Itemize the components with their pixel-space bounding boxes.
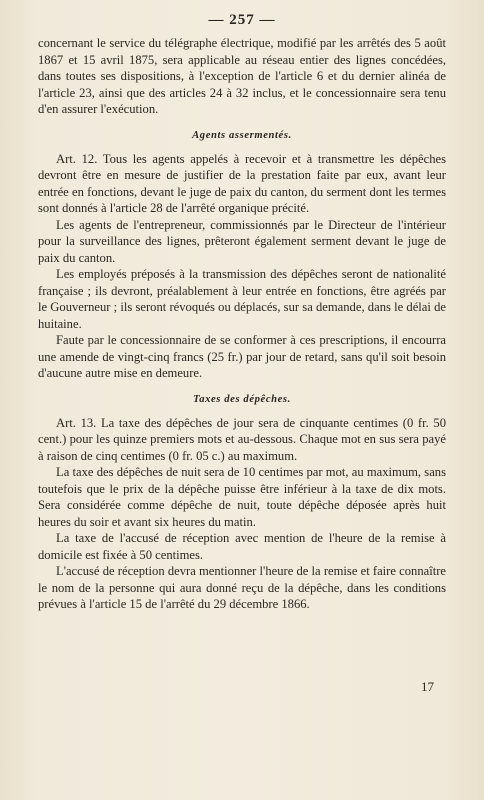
page-number-header: — 257 — xyxy=(208,12,276,28)
paragraph: Art. 13. La taxe des dépêches de jour sera de cinquante centimes (0 fr. 50 cent.) pour les quinze premiers mots et au-dessous. Chaque mot en sus sera payé à raison de cinq centimes (0 fr. 05 c.) au maximum. xyxy=(38,415,446,463)
paragraph: Faute par le concessionnaire de se conformer à ces prescriptions, il encourra une amende de vingt-cinq francs (25 fr.) par jour de retard, sans qu'il soit besoin d'aucune autre mise en demeure. xyxy=(38,333,446,380)
signature-mark: 17 xyxy=(421,679,434,694)
paragraph: L'accusé de réception devra mentionner l'heure de la remise et faire connaître le nom de la personne qui aura donné reçu de la dépêche, dans les conditions prévues à l'article 15 de l'arrêté du 29 décembre 1866. xyxy=(38,564,446,611)
section-title-taxes: Taxes des dépêches. xyxy=(193,393,291,405)
section-title-agents: Agents assermentés. xyxy=(192,129,292,141)
paragraph: Art. 12. Tous les agents appelés à recevoir et à transmettre les dépêches devront être en mesure de justifier de la prestation faite par eux, avant leur entrée en fonctions, devant le juge de paix du canton, du serment dont les termes sont donnés à l'article 28 de l'arrêté organique précité. xyxy=(38,151,446,215)
paragraph: Les agents de l'entrepreneur, commissionnés par le Directeur de l'intérieur pour la surveillance des lignes, prêteront également serment devant le juge de paix du canton. xyxy=(38,217,446,265)
paragraph: Les employés préposés à la transmission des dépêches seront de nationalité française ; ils devront, préalablement à leur entrée en fonctions, être agréés par le Gouverneur ; ils seront révoqués ou déplacés, sur sa demande, dans le délai de huitaine. xyxy=(38,267,446,331)
paragraph: La taxe de l'accusé de réception avec mention de l'heure de la remise à domicile est fixée à 50 centimes. xyxy=(38,531,446,562)
paragraph: La taxe des dépêches de nuit sera de 10 centimes par mot, au maximum, sans toutefois que le prix de la dépêche puisse être inférieur à la taxe de dix mots. Sera considérée comme dépêche de nuit, toute dépêche déposée après huit heures du soir et avant six heures du matin. xyxy=(38,465,446,529)
intro-paragraph: concernant le service du télégraphe électrique, modifié par les arrêtés des 5 août 1867 et 15 avril 1875, sera applicable au réseau entier des lignes concédées, dans toutes ses dispositions, à l'exception de l'article 6 et du dernier alinéa de l'article 23, ainsi que des articles 24 à 32 inclus, et le concessionnaire sera tenu d'en assurer l'exécution. xyxy=(38,36,446,116)
